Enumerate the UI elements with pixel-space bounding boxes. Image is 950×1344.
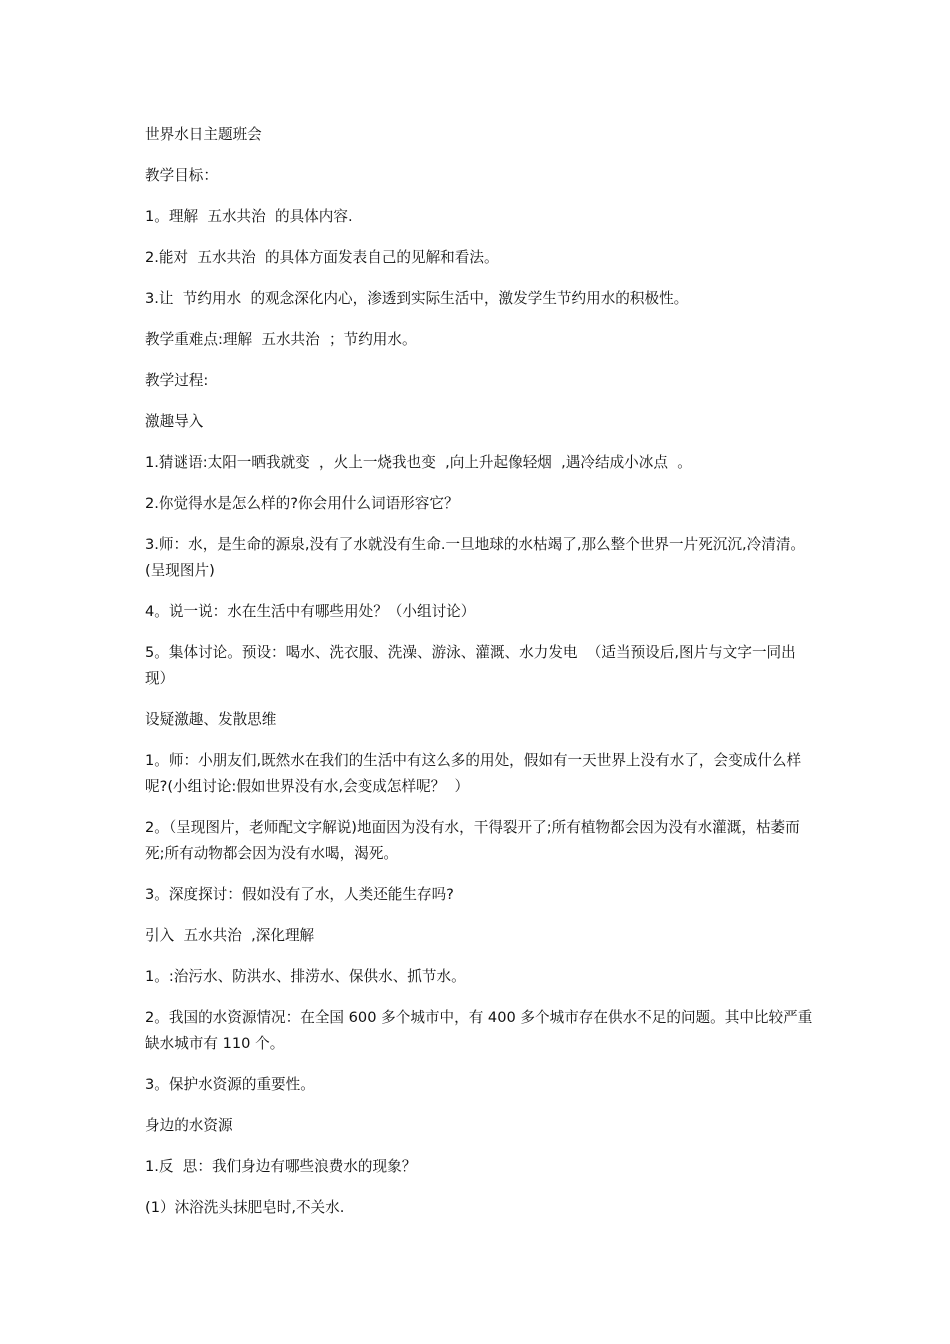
key-difficulties: 教学重难点:理解 五水共治 ；节约用水。 bbox=[145, 331, 417, 348]
intro-item-5: 5。集体讨论。预设：喝水、洗衣服、洗澡、游泳、灌溉、水力发电 （适当预设后,图片与文字一同出现） bbox=[145, 644, 796, 687]
heading-teaching-goals: 教学目标： bbox=[145, 167, 218, 184]
section-local-water: 身边的水资源 bbox=[145, 1117, 233, 1134]
section-intro: 激趣导入 bbox=[145, 413, 204, 430]
five-water-item-2: 2。我国的水资源情况：在全国 600 多个城市中，有 400 多个城市存在供水不足的问题。其中比较严重缺水城市有 110 个。 bbox=[145, 1009, 813, 1052]
intro-item-2: 2.你觉得水是怎么样的?你会用什么词语形容它？ bbox=[145, 495, 459, 512]
divergent-item-2: 2。（呈现图片，老师配文字解说)地面因为没有水，干得裂开了;所有植物都会因为没有水灌溉，枯萎而死;所有动物都会因为没有水喝，渴死。 bbox=[145, 819, 800, 862]
divergent-item-3: 3。深度探讨：假如没有了水，人类还能生存吗? bbox=[145, 886, 454, 903]
five-water-item-3: 3。保护水资源的重要性。 bbox=[145, 1076, 315, 1093]
goal-item-1: 1。理解 五水共治 的具体内容. bbox=[145, 208, 353, 225]
document-body bbox=[145, 122, 813, 1236]
intro-item-1: 1.猜谜语:太阳一晒我就变 ，火上一烧我也变 ,向上升起像轻烟 ,遇冷结成小冰点 。 bbox=[145, 454, 692, 471]
local-water-subitem-1: (1）沐浴洗头抹肥皂时,不关水. bbox=[145, 1199, 345, 1216]
section-five-water: 引入 五水共治 ,深化理解 bbox=[145, 927, 315, 944]
five-water-item-1: 1。:治污水、防洪水、排涝水、保供水、抓节水。 bbox=[145, 968, 466, 985]
goal-item-3: 3.让 节约用水 的观念深化内心，渗透到实际生活中，激发学生节约用水的积极性。 bbox=[145, 290, 689, 307]
document-title: 世界水日主题班会 bbox=[145, 126, 262, 143]
intro-item-3: 3.师：水，是生命的源泉,没有了水就没有生命.一旦地球的水枯竭了,那么整个世界一片死沉沉,冷清清。(呈现图片) bbox=[145, 536, 806, 579]
divergent-item-1: 1。师：小朋友们,既然水在我们的生活中有这么多的用处，假如有一天世界上没有水了，会变成什么样呢?(小组讨论:假如世界没有水,会变成怎样呢？ ） bbox=[145, 752, 802, 795]
section-divergent-thinking: 设疑激趣、发散思维 bbox=[145, 711, 277, 728]
heading-teaching-process: 教学过程: bbox=[145, 372, 209, 389]
intro-item-4: 4。说一说：水在生活中有哪些用处？（小组讨论） bbox=[145, 603, 476, 620]
local-water-item-1: 1.反 思：我们身边有哪些浪费水的现象？ bbox=[145, 1158, 417, 1175]
goal-item-2: 2.能对 五水共治 的具体方面发表自己的见解和看法。 bbox=[145, 249, 499, 266]
